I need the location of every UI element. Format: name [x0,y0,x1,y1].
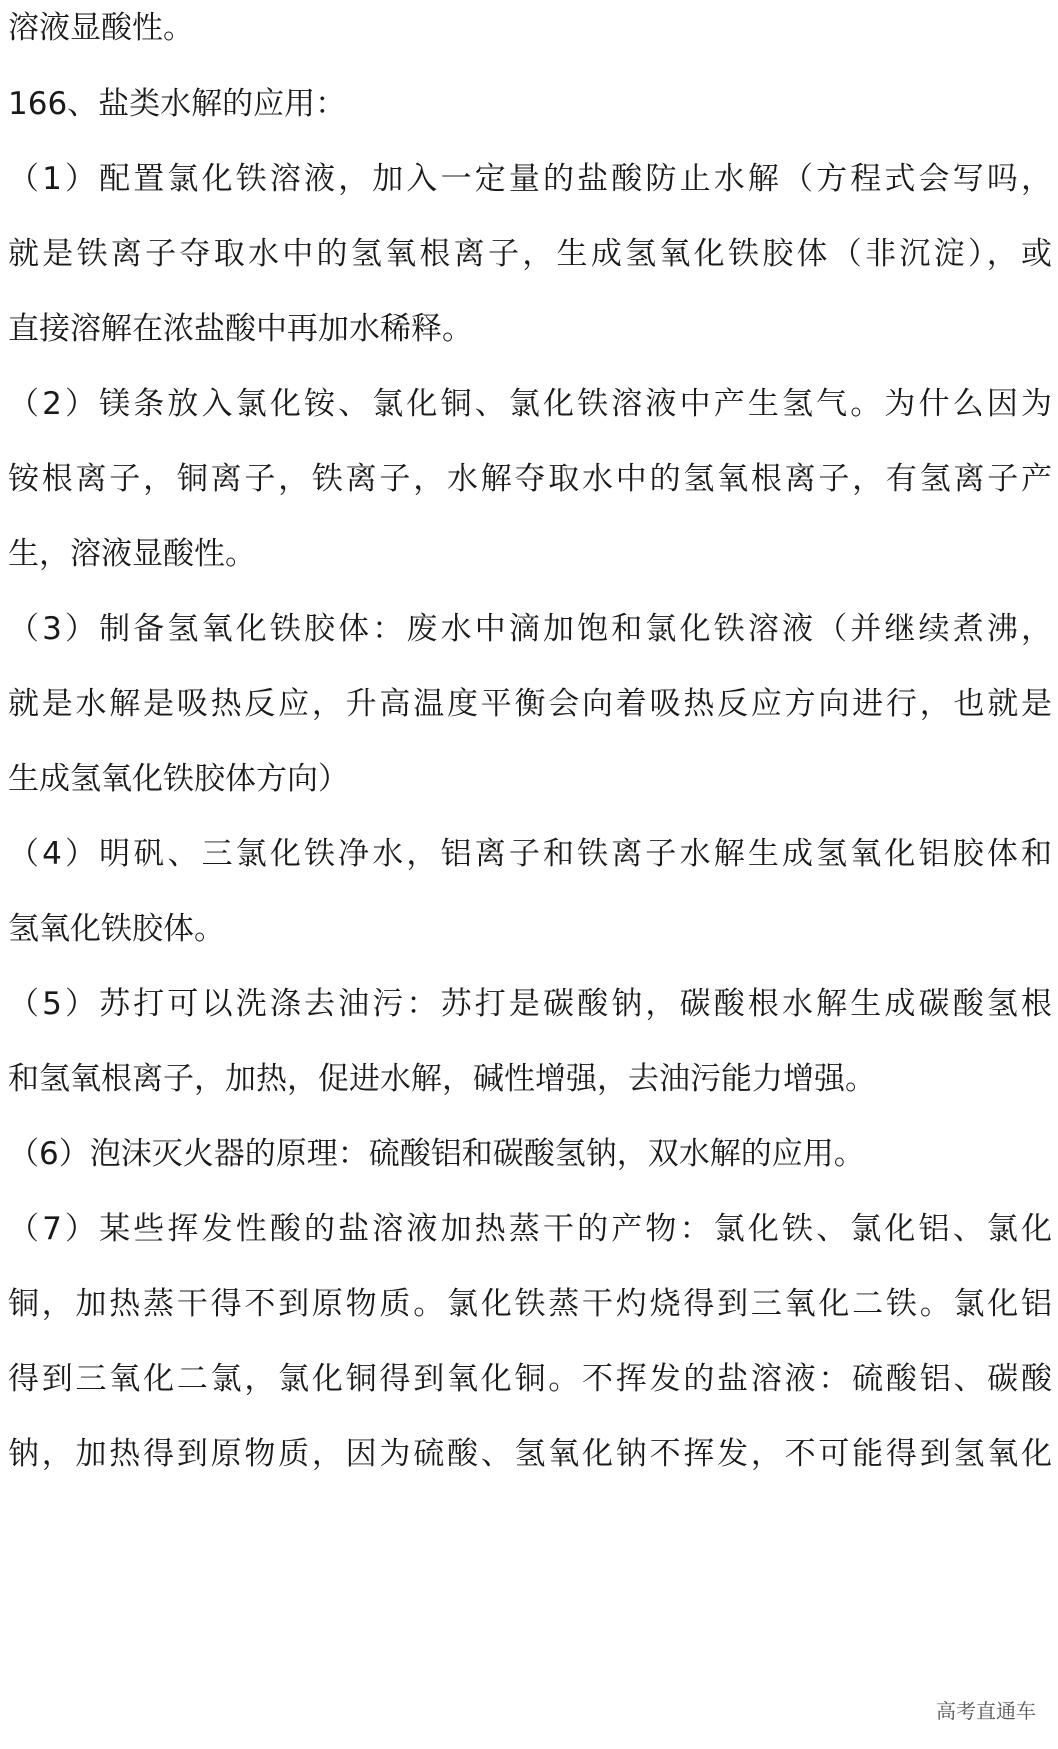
text-line: 铜，加热蒸干得不到原物质。氯化铁蒸干灼烧得到三氧化二铁。氯化铝 [8,1286,1052,1322]
text-line: 就是水解是吸热反应，升高温度平衡会向着吸热反应方向进行，也就是 [8,686,1052,722]
text-line: 直接溶解在浓盐酸中再加水稀释。 [8,311,473,347]
text-line: （5）苏打可以洗涤去油污：苏打是碳酸钠，碳酸根水解生成碳酸氢根 [8,986,1052,1022]
text-line: 生，溶液显酸性。 [8,536,256,572]
text-line: 氢氧化铁胶体。 [8,911,225,947]
text-line: 溶液显酸性。 [8,10,194,46]
watermark: 高考直通车 [936,1699,1036,1723]
text-line: 和氢氧根离子，加热，促进水解，碱性增强，去油污能力增强。 [8,1061,876,1097]
text-line: （6）泡沫灭火器的原理：硫酸铝和碳酸氢钠，双水解的应用。 [8,1136,865,1172]
text-line: （1）配置氯化铁溶液，加入一定量的盐酸防止水解（方程式会写吗， [8,161,1052,197]
text-line: 钠，加热得到原物质，因为硫酸、氢氧化钠不挥发，不可能得到氢氧化 [8,1436,1052,1472]
text-line: （2）镁条放入氯化铵、氯化铜、氯化铁溶液中产生氢气。为什么因为 [8,386,1052,422]
text-line: 生成氢氧化铁胶体方向） [8,761,349,797]
section-heading: 166、盐类水解的应用： [8,86,347,122]
text-line: 得到三氧化二氯，氯化铜得到氧化铜。不挥发的盐溶液：硫酸铝、碳酸 [8,1361,1052,1397]
text-line: （7）某些挥发性酸的盐溶液加热蒸干的产物：氯化铁、氯化铝、氯化 [8,1211,1052,1247]
text-line: （3）制备氢氧化铁胶体：废水中滴加饱和氯化铁溶液（并继续煮沸， [8,611,1052,647]
text-line: （4）明矾、三氯化铁净水，铝离子和铁离子水解生成氢氧化铝胶体和 [8,836,1052,872]
text-line: 铵根离子，铜离子，铁离子，水解夺取水中的氢氧根离子，有氢离子产 [8,461,1052,497]
text-line: 就是铁离子夺取水中的氢氧根离子，生成氢氧化铁胶体（非沉淀），或 [8,236,1052,272]
